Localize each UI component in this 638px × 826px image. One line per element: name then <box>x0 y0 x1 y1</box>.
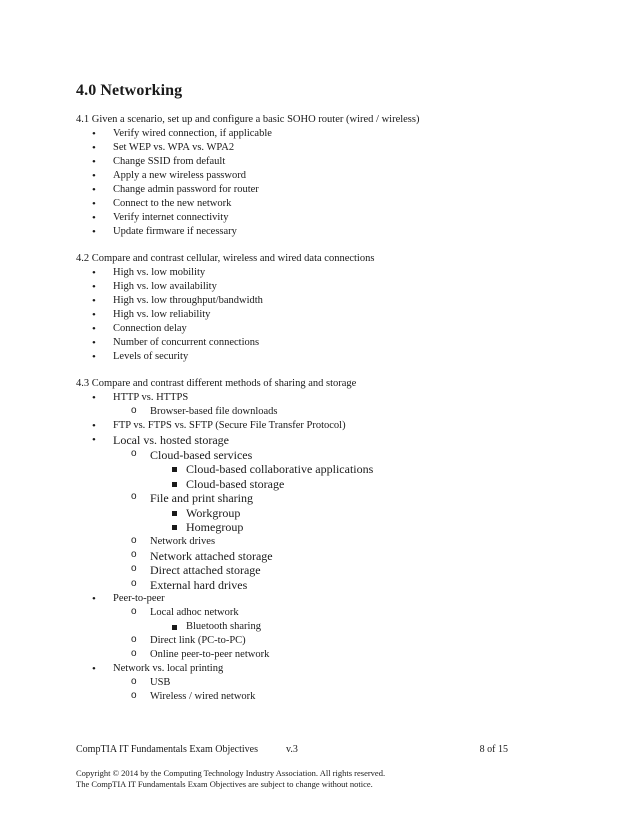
list-subitem: o Direct attached storage <box>76 563 373 578</box>
list-subitem: o File and print sharing <box>76 491 373 506</box>
list-item: • High vs. low reliability <box>76 308 263 322</box>
list-item: • High vs. low mobility <box>76 266 263 280</box>
section-list-4-3 <box>76 391 373 704</box>
list-subitem: o Network drives <box>76 535 373 549</box>
list-subsubitem: Workgroup <box>76 506 373 521</box>
list-subsubitem: Cloud-based collaborative applications <box>76 462 373 477</box>
list-item: • High vs. low throughput/bandwidth <box>76 294 263 308</box>
list-item: • Connection delay <box>76 322 263 336</box>
list-item: • Verify internet connectivity <box>76 211 272 225</box>
list-item: • Connect to the new network <box>76 197 272 211</box>
list-item: • Levels of security <box>76 350 263 364</box>
page-footer <box>76 744 508 756</box>
list-subsubitem: Homegroup <box>76 520 373 535</box>
list-subitem: o Cloud-based services <box>76 448 373 463</box>
list-subitem: o Wireless / wired network <box>76 690 373 704</box>
list-subitem: o Browser-based file downloads <box>76 405 373 419</box>
list-subitem: o Local adhoc network <box>76 606 373 620</box>
list-item: • FTP vs. FTPS vs. SFTP (Secure File Transfer Protocol) <box>76 419 373 433</box>
list-subitem: o External hard drives <box>76 578 373 593</box>
copyright-notice <box>76 768 385 790</box>
list-item: • Verify wired connection, if applicable <box>76 127 272 141</box>
list-subitem: o Online peer-to-peer network <box>76 648 373 662</box>
list-subitem: o USB <box>76 676 373 690</box>
list-item: • Update firmware if necessary <box>76 225 272 239</box>
page-number: 8 of 15 <box>479 744 508 755</box>
list-item: • Number of concurrent connections <box>76 336 263 350</box>
list-subitem: o Direct link (PC-to-PC) <box>76 634 373 648</box>
list-item: • Apply a new wireless password <box>76 169 272 183</box>
list-item: • Change SSID from default <box>76 155 272 169</box>
list-item: • Peer-to-peer <box>76 592 373 606</box>
copyright-line: Copyright © 2014 by the Computing Technology Industry Association. All rights reserved. <box>76 768 386 778</box>
section-list-4-1 <box>76 127 272 239</box>
list-item: • High vs. low availability <box>76 280 263 294</box>
list-subitem: o Network attached storage <box>76 549 373 564</box>
list-item: • Local vs. hosted storage <box>76 433 373 448</box>
section-title-4-2: 4.2 Compare and contrast cellular, wireless and wired data connections <box>76 253 375 264</box>
section-title-4-3: 4.3 Compare and contrast different methods of sharing and storage <box>76 378 357 389</box>
list-item: • Change admin password for router <box>76 183 272 197</box>
page-heading: 4.0 Networking <box>76 82 183 99</box>
list-subsubitem: Bluetooth sharing <box>76 620 373 634</box>
list-item: • Network vs. local printing <box>76 662 373 676</box>
footer-title: CompTIA IT Fundamentals Exam Objectives <box>76 744 259 755</box>
list-subsubitem: Cloud-based storage <box>76 477 373 492</box>
footer-version: v.3 <box>286 744 298 755</box>
change-notice-line: The CompTIA IT Fundamentals Exam Objectives are subject to change without notice. <box>76 779 373 789</box>
list-item: • Set WEP vs. WPA vs. WPA2 <box>76 141 272 155</box>
list-item: • HTTP vs. HTTPS <box>76 391 373 405</box>
section-title-4-1: 4.1 Given a scenario, set up and configure a basic SOHO router (wired / wireless) <box>76 114 420 125</box>
section-list-4-2 <box>76 266 263 364</box>
